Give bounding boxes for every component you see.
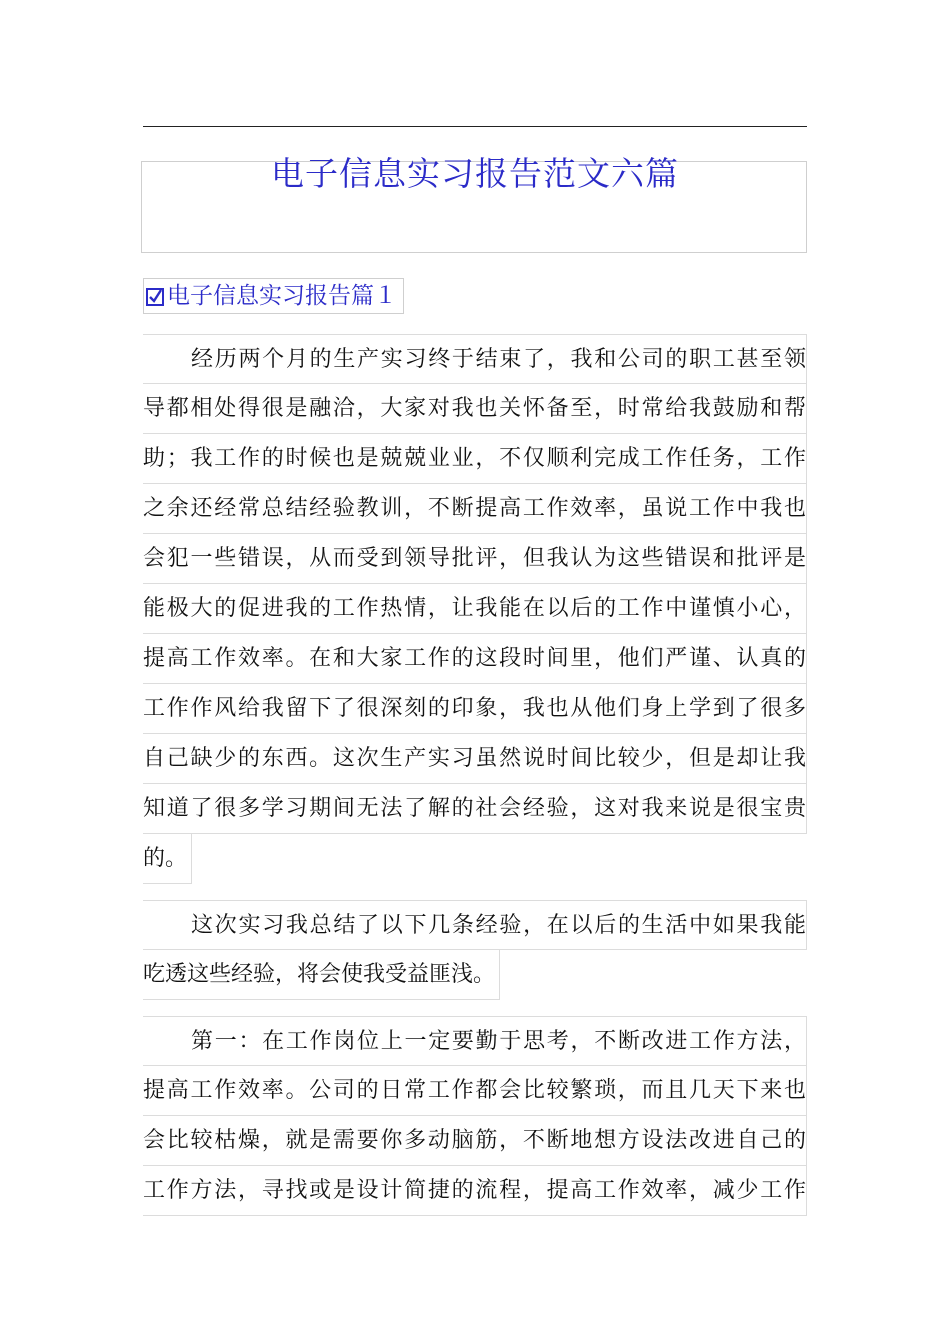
text-line: 能极大的促进我的工作热情，让我能在以后的工作中谨慎小心， (143, 584, 807, 634)
page-title: 电子信息实习报告范文六篇 (271, 154, 679, 193)
text-line: 这次实习我总结了以下几条经验，在以后的生活中如果我能 (143, 900, 807, 950)
paragraph-3 (143, 1016, 807, 1216)
text-line: 导都相处得很是融洽，大家对我也关怀备至，时常给我鼓励和帮 (143, 384, 807, 434)
section-heading (143, 278, 404, 314)
text-line: 自己缺少的东西。这次生产实习虽然说时间比较少，但是却让我 (143, 734, 807, 784)
section-heading-label: 电子信息实习报告篇１ (167, 283, 397, 309)
text-line: 会犯一些错误，从而受到领导批评，但我认为这些错误和批评是 (143, 534, 807, 584)
checkbox-checked-icon (146, 288, 164, 306)
text-line: 助；我工作的时候也是兢兢业业，不仅顺利完成工作任务，工作 (143, 434, 807, 484)
text-line: 知道了很多学习期间无法了解的社会经验，这对我来说是很宝贵 (143, 784, 807, 834)
text-line: 会比较枯燥，就是需要你多动脑筋，不断地想方设法改进自己的 (143, 1116, 807, 1166)
paragraph-1 (143, 334, 807, 884)
text-line: 提高工作效率。公司的日常工作都会比较繁琐，而且几天下来也 (143, 1066, 807, 1116)
paragraph-2 (143, 900, 807, 1000)
text-line: 第一：在工作岗位上一定要勤于思考，不断改进工作方法， (143, 1016, 807, 1066)
text-line: 经历两个月的生产实习终于结束了，我和公司的职工甚至领 (143, 334, 807, 384)
text-line: 工作作风给我留下了很深刻的印象，我也从他们身上学到了很多 (143, 684, 807, 734)
text-line: 提高工作效率。在和大家工作的这段时间里，他们严谨、认真的 (143, 634, 807, 684)
top-rule (143, 126, 807, 127)
text-line: 吃透这些经验，将会使我受益匪浅。 (143, 950, 500, 1000)
text-line: 之余还经常总结经验教训，不断提高工作效率，虽说工作中我也 (143, 484, 807, 534)
text-line: 工作方法，寻找或是设计简捷的流程，提高工作效率，减少工作 (143, 1166, 807, 1216)
text-line: 的。 (143, 834, 192, 884)
